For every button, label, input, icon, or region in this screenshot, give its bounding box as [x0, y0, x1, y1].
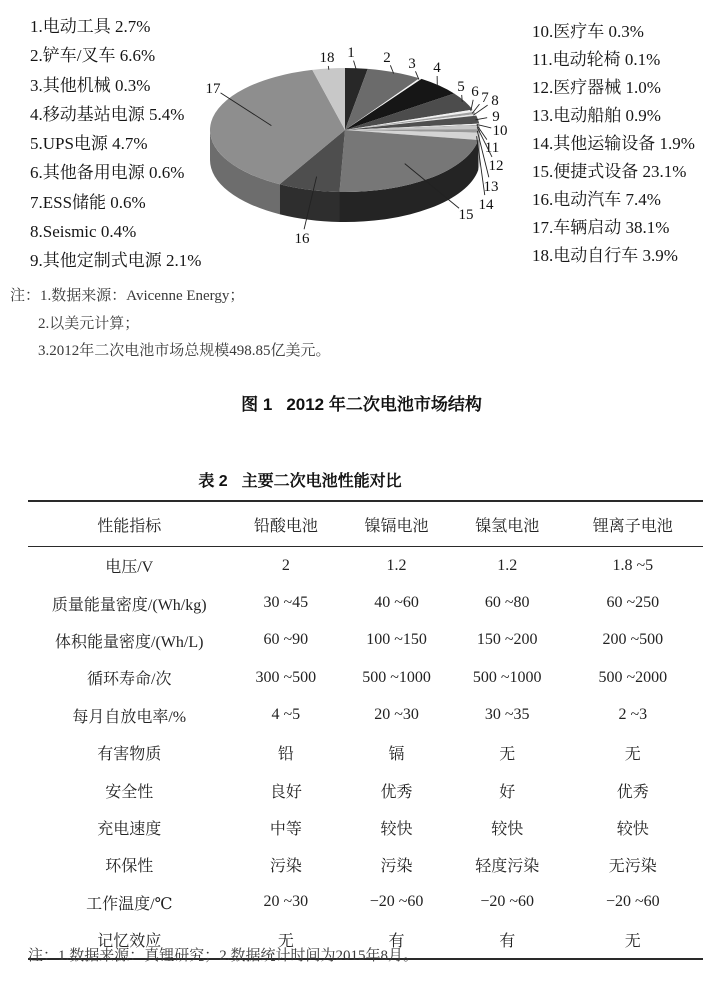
pie-slice-number-15: 15 [458, 207, 474, 223]
cell-r6-c2: 优秀 [380, 783, 413, 801]
legend-item-18: 18.电动自行车 3.9% [532, 246, 678, 265]
battery-performance-table [28, 500, 703, 960]
table-row-5 [28, 734, 703, 771]
figure-note-2: 2.以美元计算； [38, 315, 140, 332]
cell-r2-c4: 200 ~500 [602, 631, 664, 649]
legend-item-10: 10.医疗车 0.3% [532, 22, 644, 41]
table-caption-label: 表 2 [198, 473, 228, 490]
legend-item-13: 13.电动船舶 0.9% [532, 106, 661, 125]
table-col-header-2: 镍镉电池 [341, 501, 452, 547]
cell-r1-c4: 60 ~250 [606, 594, 660, 612]
cell-r9-c1: 20 ~30 [263, 893, 309, 911]
row-label: 有害物质 [97, 746, 162, 764]
cell-r3-c1: 300 ~500 [255, 668, 317, 686]
pie-slice-number-10: 10 [492, 123, 508, 139]
cell-r9-c3: −20 ~60 [480, 893, 535, 911]
cell-r4-c4: 2 ~3 [618, 706, 648, 724]
cell-r8-c3: 轻度污染 [475, 858, 540, 876]
cell-r0-c2: 1.2 [386, 556, 407, 574]
figure-note-3: 3.2012年二次电池市场总规模498.85亿美元。 [38, 343, 331, 359]
row-label: 体积能量密度/(Wh/L) [55, 633, 204, 651]
cell-r7-c4: 较快 [616, 820, 649, 838]
pie-leader-18 [328, 66, 329, 70]
cell-r5-c3: 无 [499, 746, 516, 764]
table-row-8 [28, 846, 703, 883]
cell-r10-c1: 无 [277, 933, 294, 951]
cell-r10-c2: 有 [388, 933, 405, 951]
pie-leader-1 [354, 61, 357, 70]
pie-slice-number-6: 6 [471, 84, 479, 100]
row-label: 充电速度 [97, 820, 162, 838]
table-header [28, 501, 703, 547]
table-row-6 [28, 771, 703, 808]
cell-r1-c3: 60 ~80 [484, 594, 530, 612]
pie-slice-number-2: 2 [383, 50, 391, 66]
cell-r7-c3: 较快 [491, 820, 524, 838]
row-label: 工作温度/℃ [86, 895, 173, 913]
row-label: 记忆效应 [97, 933, 162, 951]
cell-r5-c4: 无 [624, 746, 641, 764]
pie-slice-number-1: 1 [347, 45, 355, 61]
figure-caption-title: 2012 年二次电池市场结构 [286, 395, 482, 414]
legend-item-3: 3.其他机械 0.3% [30, 75, 151, 95]
legend-item-2: 2.铲车/叉车 6.6% [30, 46, 156, 66]
cell-r10-c3: 有 [499, 933, 516, 951]
legend-item-5: 5.UPS电源 4.7% [30, 134, 148, 154]
cell-r8-c4: 无污染 [608, 858, 657, 876]
legend-item-1: 1.电动工具 2.7% [30, 17, 151, 36]
cell-r0-c1: 2 [281, 556, 290, 574]
legend-item-6: 6.其他备用电源 0.6% [30, 163, 185, 183]
row-label: 环保性 [105, 858, 154, 876]
legend-item-9: 9.其他定制式电源 2.1% [30, 251, 202, 271]
cell-r8-c1: 污染 [269, 858, 302, 876]
table-caption-title: 主要二次电池性能对比 [241, 473, 402, 490]
cell-r8-c2: 污染 [380, 858, 413, 876]
pie-slice-number-14: 14 [478, 197, 494, 213]
pie-slice-number-3: 3 [408, 56, 416, 72]
cell-r6-c1: 良好 [269, 783, 302, 801]
pie-slice-number-17: 17 [205, 81, 221, 97]
pie-slice-number-7: 7 [481, 90, 489, 106]
cell-r3-c4: 500 ~2000 [598, 668, 668, 686]
row-label: 质量能量密度/(Wh/kg) [51, 596, 207, 614]
legend-item-7: 7.ESS储能 0.6% [30, 192, 146, 212]
table-col-header-4: 锂离子电池 [563, 501, 703, 547]
cell-r4-c2: 20 ~30 [374, 706, 419, 724]
row-label: 每月自放电率/% [72, 708, 187, 726]
pie-slice-number-8: 8 [491, 93, 499, 109]
table-row-4 [28, 697, 703, 734]
table-row-9 [28, 884, 703, 921]
cell-r10-c4: 无 [624, 933, 641, 951]
row-label: 循环寿命/次 [87, 671, 172, 689]
table-col-header-1: 铅酸电池 [231, 501, 342, 547]
legend-item-4: 4.移动基站电源 5.4% [30, 104, 185, 124]
cell-r9-c2: −20 ~60 [369, 893, 424, 911]
cell-r1-c2: 40 ~60 [374, 594, 419, 612]
legend-item-8: 8.Seismic 0.4% [30, 222, 137, 242]
table-row-3 [28, 659, 703, 696]
cell-r3-c3: 500 ~1000 [472, 668, 542, 686]
pie-slice-number-16: 16 [294, 231, 310, 247]
cell-r6-c3: 好 [499, 783, 516, 801]
cell-r9-c4: −20 ~60 [605, 893, 660, 911]
cell-r2-c3: 150 ~200 [476, 631, 538, 649]
figure-caption-label: 图 1 [241, 395, 273, 414]
table-row-7 [28, 809, 703, 846]
cell-r4-c3: 30 ~35 [484, 706, 530, 724]
pie-legend-right [532, 18, 695, 270]
cell-r7-c1: 中等 [269, 820, 302, 838]
table-row-1 [28, 584, 703, 621]
cell-r6-c4: 优秀 [616, 783, 649, 801]
cell-r0-c4: 1.8 ~5 [612, 556, 654, 574]
pie-leader-8 [473, 105, 487, 115]
pie-slice-number-4: 4 [433, 60, 441, 76]
table-col-header-3: 镍氢电池 [452, 501, 563, 547]
cell-r2-c1: 60 ~90 [263, 631, 309, 649]
cell-r7-c2: 较快 [380, 820, 413, 838]
legend-item-12: 12.医疗器械 1.0% [532, 78, 661, 97]
figure-note-1: 注：1.数据来源：Avicenne Energy； [10, 288, 245, 304]
cell-r1-c1: 30 ~45 [263, 594, 309, 612]
table-note: 注：1.数据来源：真锂研究；2.数据统计时间为2015年8月。 [28, 948, 419, 964]
cell-r5-c1: 铅 [277, 746, 294, 764]
table-row-2 [28, 622, 703, 659]
pie-slice-number-12: 12 [488, 158, 504, 174]
table-col-header-0: 性能指标 [28, 501, 231, 547]
pie-slice-number-11: 11 [484, 140, 500, 156]
legend-item-11: 11.电动轮椅 0.1% [532, 50, 661, 69]
pie-slice-number-18: 18 [319, 50, 335, 66]
pie-slice-number-9: 9 [492, 109, 500, 125]
cell-r5-c2: 镉 [388, 746, 405, 764]
figure-notes [10, 283, 331, 366]
table-caption [0, 468, 600, 491]
legend-item-17: 17.车辆启动 38.1% [532, 218, 670, 237]
legend-item-16: 16.电动汽车 7.4% [532, 190, 661, 209]
cell-r0-c3: 1.2 [497, 556, 518, 574]
figure-caption [0, 390, 723, 415]
row-label: 安全性 [105, 783, 154, 801]
row-label: 电压/V [105, 559, 154, 577]
pie-chart-2012-battery-market [180, 35, 520, 265]
table-row-0 [28, 547, 703, 585]
cell-r2-c2: 100 ~150 [366, 631, 427, 649]
pie-legend-left [30, 12, 201, 276]
cell-r3-c2: 500 ~1000 [362, 668, 431, 686]
pie-slice-number-5: 5 [457, 79, 465, 95]
pie-slice-number-13: 13 [483, 179, 499, 195]
legend-item-15: 15.便捷式设备 23.1% [532, 162, 687, 181]
pie-leader-5 [462, 95, 463, 102]
legend-item-14: 14.其他运输设备 1.9% [532, 134, 695, 153]
cell-r4-c1: 4 ~5 [271, 706, 301, 724]
